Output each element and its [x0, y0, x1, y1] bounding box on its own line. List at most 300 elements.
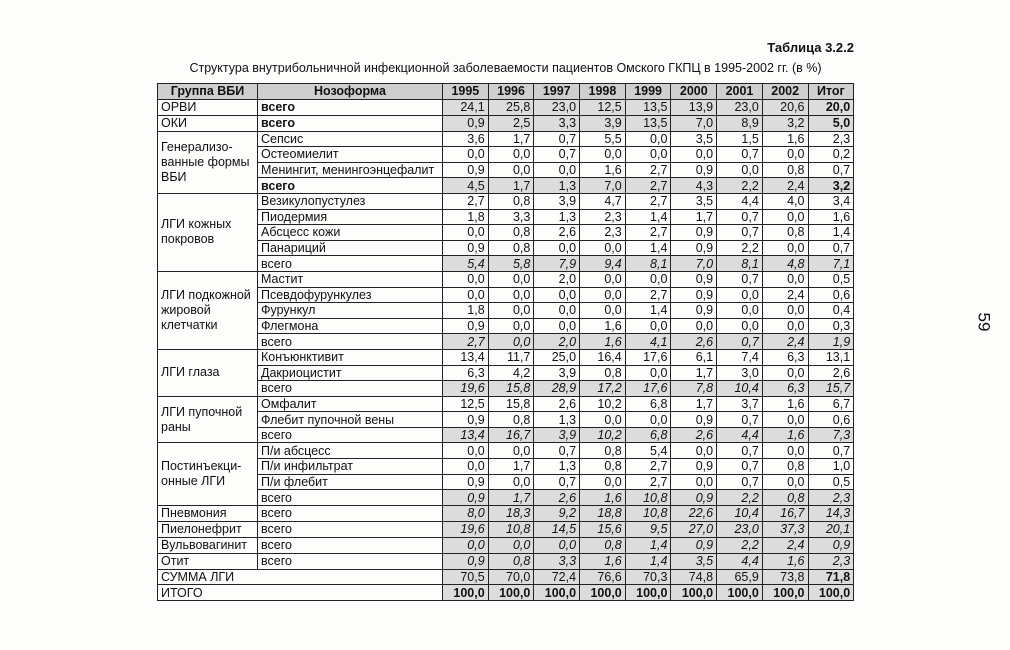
- value-cell: 0,0: [580, 412, 626, 428]
- value-cell: 0,8: [488, 193, 534, 209]
- total-value-cell: 1,6: [808, 209, 854, 225]
- value-cell: 100,0: [717, 585, 763, 601]
- table-row-total: [158, 505, 854, 521]
- nosoform-cell: всего: [258, 381, 443, 397]
- value-cell: 9,5: [625, 521, 671, 537]
- summary-label: СУММА ЛГИ: [158, 569, 443, 585]
- value-cell: 0,8: [488, 553, 534, 569]
- value-cell: 0,9: [671, 287, 717, 303]
- value-cell: 0,9: [671, 271, 717, 287]
- value-cell: 0,7: [534, 131, 580, 147]
- total-value-cell: 13,1: [808, 349, 854, 365]
- value-cell: 1,8: [443, 209, 489, 225]
- value-cell: 3,2: [762, 115, 808, 131]
- value-cell: 13,5: [625, 99, 671, 115]
- nosoform-cell: Дакриоцистит: [258, 365, 443, 381]
- value-cell: 1,7: [488, 178, 534, 194]
- value-cell: 0,0: [625, 131, 671, 147]
- value-cell: 0,0: [580, 147, 626, 163]
- value-cell: 2,7: [625, 162, 671, 178]
- table-row: [158, 271, 854, 287]
- value-cell: 8,9: [717, 115, 763, 131]
- value-cell: 16,7: [762, 505, 808, 521]
- value-cell: 12,5: [443, 396, 489, 412]
- value-cell: 2,7: [625, 225, 671, 241]
- value-cell: 6,3: [762, 349, 808, 365]
- value-cell: 0,0: [534, 287, 580, 303]
- value-cell: 12,5: [580, 99, 626, 115]
- value-cell: 1,6: [762, 396, 808, 412]
- header-year: 2000: [671, 84, 717, 100]
- value-cell: 2,4: [762, 287, 808, 303]
- value-cell: 7,0: [580, 178, 626, 194]
- value-cell: 1,7: [488, 490, 534, 506]
- value-cell: 0,8: [762, 459, 808, 475]
- value-cell: 0,0: [762, 240, 808, 256]
- value-cell: 8,0: [443, 505, 489, 521]
- value-cell: 2,7: [443, 334, 489, 350]
- nosoform-cell: всего: [258, 521, 443, 537]
- value-cell: 2,3: [580, 209, 626, 225]
- value-cell: 0,0: [580, 474, 626, 490]
- nosoform-cell: Пиодермия: [258, 209, 443, 225]
- value-cell: 70,0: [488, 569, 534, 585]
- value-cell: 18,8: [580, 505, 626, 521]
- header-year: 1996: [488, 84, 534, 100]
- total-value-cell: 0,6: [808, 412, 854, 428]
- value-cell: 2,6: [534, 396, 580, 412]
- value-cell: 0,0: [443, 443, 489, 459]
- table-body: [158, 99, 854, 600]
- value-cell: 0,8: [762, 490, 808, 506]
- summary-label: ИТОГО: [158, 585, 443, 601]
- value-cell: 7,0: [671, 256, 717, 272]
- value-cell: 2,2: [717, 537, 763, 553]
- value-cell: 0,7: [717, 334, 763, 350]
- value-cell: 0,7: [717, 443, 763, 459]
- value-cell: 0,0: [625, 271, 671, 287]
- value-cell: 0,0: [762, 209, 808, 225]
- value-cell: 0,9: [671, 162, 717, 178]
- value-cell: 0,8: [488, 240, 534, 256]
- value-cell: 0,0: [488, 287, 534, 303]
- table-row: [158, 396, 854, 412]
- nosoform-cell: Панариций: [258, 240, 443, 256]
- value-cell: 19,6: [443, 381, 489, 397]
- header-group: Группа ВБИ: [158, 84, 258, 100]
- header-total: Итог: [808, 84, 854, 100]
- value-cell: 2,7: [625, 474, 671, 490]
- value-cell: 13,4: [443, 427, 489, 443]
- value-cell: 3,3: [488, 209, 534, 225]
- value-cell: 0,0: [443, 459, 489, 475]
- nosoform-cell: всего: [258, 427, 443, 443]
- group-cell: ЛГИ глаза: [158, 349, 258, 396]
- value-cell: 0,0: [488, 162, 534, 178]
- nosoform-cell: всего: [258, 99, 443, 115]
- value-cell: 6,3: [443, 365, 489, 381]
- group-cell: ЛГИ кожных покровов: [158, 193, 258, 271]
- group-cell: ЛГИ пупочной раны: [158, 396, 258, 443]
- nosoform-cell: Конъюнктивит: [258, 349, 443, 365]
- value-cell: 15,8: [488, 381, 534, 397]
- table-row-total: [158, 115, 854, 131]
- value-cell: 3,7: [717, 396, 763, 412]
- total-value-cell: 0,7: [808, 443, 854, 459]
- value-cell: 3,9: [534, 193, 580, 209]
- value-cell: 10,4: [717, 381, 763, 397]
- value-cell: 0,8: [488, 412, 534, 428]
- value-cell: 0,9: [671, 412, 717, 428]
- value-cell: 1,5: [717, 131, 763, 147]
- value-cell: 100,0: [488, 585, 534, 601]
- nosoform-cell: всего: [258, 256, 443, 272]
- value-cell: 1,6: [762, 131, 808, 147]
- total-value-cell: 71,8: [808, 569, 854, 585]
- value-cell: 0,0: [534, 240, 580, 256]
- value-cell: 0,0: [534, 318, 580, 334]
- value-cell: 0,0: [625, 412, 671, 428]
- value-cell: 0,9: [443, 318, 489, 334]
- value-cell: 0,7: [717, 474, 763, 490]
- value-cell: 4,4: [717, 553, 763, 569]
- value-cell: 4,2: [488, 365, 534, 381]
- value-cell: 0,0: [762, 303, 808, 319]
- value-cell: 2,5: [488, 115, 534, 131]
- total-value-cell: 0,6: [808, 287, 854, 303]
- value-cell: 0,9: [443, 162, 489, 178]
- value-cell: 3,5: [671, 193, 717, 209]
- table-row: [158, 474, 854, 490]
- table-row-total: [158, 256, 854, 272]
- total-value-cell: 15,7: [808, 381, 854, 397]
- value-cell: 15,6: [580, 521, 626, 537]
- value-cell: 0,0: [580, 303, 626, 319]
- value-cell: 8,1: [625, 256, 671, 272]
- nosoform-cell: всего: [258, 553, 443, 569]
- nosoform-cell: Остеомиелит: [258, 147, 443, 163]
- total-value-cell: 0,3: [808, 318, 854, 334]
- nosoform-cell: всего: [258, 490, 443, 506]
- value-cell: 2,0: [534, 334, 580, 350]
- value-cell: 0,8: [580, 365, 626, 381]
- value-cell: 74,8: [671, 569, 717, 585]
- value-cell: 0,0: [625, 365, 671, 381]
- value-cell: 0,0: [534, 162, 580, 178]
- value-cell: 20,6: [762, 99, 808, 115]
- nosoform-cell: Псевдофурункулез: [258, 287, 443, 303]
- value-cell: 10,4: [717, 505, 763, 521]
- nosoform-cell: всего: [258, 178, 443, 194]
- table-label: Таблица 3.2.2: [767, 40, 854, 55]
- value-cell: 0,8: [762, 225, 808, 241]
- value-cell: 1,3: [534, 209, 580, 225]
- value-cell: 0,7: [717, 209, 763, 225]
- value-cell: 0,0: [488, 303, 534, 319]
- value-cell: 4,7: [580, 193, 626, 209]
- nosoform-cell: Флебит пупочной вены: [258, 412, 443, 428]
- value-cell: 73,8: [762, 569, 808, 585]
- value-cell: 10,8: [625, 505, 671, 521]
- value-cell: 0,0: [488, 334, 534, 350]
- value-cell: 65,9: [717, 569, 763, 585]
- value-cell: 13,4: [443, 349, 489, 365]
- value-cell: 1,4: [625, 537, 671, 553]
- grand-total-row: [158, 585, 854, 601]
- value-cell: 1,6: [762, 553, 808, 569]
- value-cell: 0,0: [488, 537, 534, 553]
- value-cell: 0,0: [580, 271, 626, 287]
- value-cell: 6,8: [625, 427, 671, 443]
- table-row: [158, 349, 854, 365]
- value-cell: 1,3: [534, 459, 580, 475]
- value-cell: 72,4: [534, 569, 580, 585]
- group-cell: ЛГИ подкожной жировой клетчатки: [158, 271, 258, 349]
- header-year: 1998: [580, 84, 626, 100]
- value-cell: 16,4: [580, 349, 626, 365]
- total-value-cell: 2,6: [808, 365, 854, 381]
- value-cell: 23,0: [717, 99, 763, 115]
- table-row: [158, 193, 854, 209]
- value-cell: 0,0: [671, 147, 717, 163]
- total-value-cell: 1,9: [808, 334, 854, 350]
- value-cell: 1,7: [671, 209, 717, 225]
- value-cell: 4,1: [625, 334, 671, 350]
- value-cell: 10,8: [625, 490, 671, 506]
- table-row-total: [158, 334, 854, 350]
- value-cell: 7,0: [671, 115, 717, 131]
- value-cell: 23,0: [717, 521, 763, 537]
- table-row: [158, 443, 854, 459]
- value-cell: 70,3: [625, 569, 671, 585]
- value-cell: 14,5: [534, 521, 580, 537]
- total-value-cell: 3,2: [808, 178, 854, 194]
- value-cell: 5,4: [625, 443, 671, 459]
- value-cell: 1,7: [671, 396, 717, 412]
- value-cell: 0,9: [443, 115, 489, 131]
- value-cell: 1,4: [625, 240, 671, 256]
- value-cell: 0,0: [762, 147, 808, 163]
- value-cell: 0,7: [534, 474, 580, 490]
- value-cell: 1,3: [534, 412, 580, 428]
- value-cell: 24,1: [443, 99, 489, 115]
- value-cell: 1,7: [488, 459, 534, 475]
- value-cell: 100,0: [534, 585, 580, 601]
- value-cell: 3,0: [717, 365, 763, 381]
- value-cell: 0,0: [488, 147, 534, 163]
- value-cell: 2,7: [443, 193, 489, 209]
- nosoform-cell: Мастит: [258, 271, 443, 287]
- value-cell: 9,4: [580, 256, 626, 272]
- nosoform-cell: Везикулопустулез: [258, 193, 443, 209]
- total-value-cell: 1,0: [808, 459, 854, 475]
- value-cell: 0,9: [443, 474, 489, 490]
- table-row-total: [158, 99, 854, 115]
- total-value-cell: 20,0: [808, 99, 854, 115]
- value-cell: 1,4: [625, 209, 671, 225]
- total-value-cell: 0,7: [808, 240, 854, 256]
- value-cell: 17,2: [580, 381, 626, 397]
- total-value-cell: 0,9: [808, 537, 854, 553]
- total-value-cell: 2,3: [808, 490, 854, 506]
- total-value-cell: 2,3: [808, 131, 854, 147]
- nosoform-cell: всего: [258, 537, 443, 553]
- total-value-cell: 0,5: [808, 271, 854, 287]
- value-cell: 100,0: [671, 585, 717, 601]
- value-cell: 1,4: [625, 553, 671, 569]
- value-cell: 0,7: [717, 271, 763, 287]
- table-row-total: [158, 381, 854, 397]
- total-value-cell: 6,7: [808, 396, 854, 412]
- value-cell: 0,0: [580, 240, 626, 256]
- value-cell: 0,8: [580, 459, 626, 475]
- value-cell: 0,0: [762, 318, 808, 334]
- value-cell: 3,9: [534, 427, 580, 443]
- value-cell: 18,3: [488, 505, 534, 521]
- value-cell: 4,0: [762, 193, 808, 209]
- value-cell: 1,7: [488, 131, 534, 147]
- value-cell: 1,6: [580, 334, 626, 350]
- value-cell: 10,8: [488, 521, 534, 537]
- value-cell: 2,7: [625, 287, 671, 303]
- value-cell: 70,5: [443, 569, 489, 585]
- value-cell: 4,4: [717, 427, 763, 443]
- value-cell: 0,7: [717, 412, 763, 428]
- value-cell: 16,7: [488, 427, 534, 443]
- value-cell: 0,0: [580, 287, 626, 303]
- value-cell: 37,3: [762, 521, 808, 537]
- value-cell: 0,0: [762, 271, 808, 287]
- table-row: [158, 225, 854, 241]
- value-cell: 0,7: [717, 459, 763, 475]
- value-cell: 2,2: [717, 178, 763, 194]
- nosoform-cell: Фурункул: [258, 303, 443, 319]
- infection-structure-table: [157, 83, 854, 601]
- value-cell: 2,7: [625, 178, 671, 194]
- value-cell: 3,3: [534, 115, 580, 131]
- total-value-cell: 0,7: [808, 162, 854, 178]
- total-value-cell: 7,3: [808, 427, 854, 443]
- value-cell: 17,6: [625, 349, 671, 365]
- total-value-cell: 5,0: [808, 115, 854, 131]
- value-cell: 0,0: [488, 474, 534, 490]
- table-row: [158, 365, 854, 381]
- value-cell: 2,3: [580, 225, 626, 241]
- value-cell: 0,0: [488, 443, 534, 459]
- value-cell: 7,4: [717, 349, 763, 365]
- value-cell: 0,0: [443, 537, 489, 553]
- value-cell: 13,5: [625, 115, 671, 131]
- value-cell: 0,0: [717, 303, 763, 319]
- table-row: [158, 162, 854, 178]
- value-cell: 1,7: [671, 365, 717, 381]
- table-row: [158, 412, 854, 428]
- value-cell: 0,0: [717, 318, 763, 334]
- value-cell: 0,8: [488, 225, 534, 241]
- value-cell: 0,7: [534, 443, 580, 459]
- value-cell: 100,0: [762, 585, 808, 601]
- value-cell: 10,2: [580, 427, 626, 443]
- value-cell: 5,5: [580, 131, 626, 147]
- table-row: [158, 459, 854, 475]
- value-cell: 0,8: [580, 537, 626, 553]
- total-value-cell: 0,4: [808, 303, 854, 319]
- value-cell: 4,4: [717, 193, 763, 209]
- table-row: [158, 240, 854, 256]
- value-cell: 2,4: [762, 178, 808, 194]
- value-cell: 1,8: [443, 303, 489, 319]
- value-cell: 11,7: [488, 349, 534, 365]
- value-cell: 0,0: [717, 162, 763, 178]
- value-cell: 0,0: [534, 537, 580, 553]
- group-cell: Вульвовагинит: [158, 537, 258, 553]
- value-cell: 2,6: [671, 334, 717, 350]
- group-cell: ОКИ: [158, 115, 258, 131]
- nosoform-cell: Сепсис: [258, 131, 443, 147]
- value-cell: 1,6: [580, 162, 626, 178]
- group-cell: Отит: [158, 553, 258, 569]
- value-cell: 3,5: [671, 131, 717, 147]
- value-cell: 2,0: [534, 271, 580, 287]
- value-cell: 0,0: [762, 474, 808, 490]
- nosoform-cell: всего: [258, 115, 443, 131]
- nosoform-cell: Омфалит: [258, 396, 443, 412]
- total-value-cell: 7,1: [808, 256, 854, 272]
- value-cell: 9,2: [534, 505, 580, 521]
- header-year: 2002: [762, 84, 808, 100]
- value-cell: 17,6: [625, 381, 671, 397]
- value-cell: 0,9: [443, 553, 489, 569]
- table-row: [158, 318, 854, 334]
- value-cell: 0,7: [717, 225, 763, 241]
- header-row: [158, 84, 854, 100]
- value-cell: 25,8: [488, 99, 534, 115]
- value-cell: 0,0: [717, 287, 763, 303]
- value-cell: 3,5: [671, 553, 717, 569]
- value-cell: 6,3: [762, 381, 808, 397]
- value-cell: 3,3: [534, 553, 580, 569]
- total-value-cell: 0,5: [808, 474, 854, 490]
- value-cell: 3,6: [443, 131, 489, 147]
- value-cell: 0,8: [762, 162, 808, 178]
- nosoform-cell: П/и абсцесс: [258, 443, 443, 459]
- value-cell: 2,6: [671, 427, 717, 443]
- value-cell: 0,9: [443, 490, 489, 506]
- table-row-total: [158, 490, 854, 506]
- value-cell: 2,7: [625, 459, 671, 475]
- table-row-total: [158, 427, 854, 443]
- value-cell: 100,0: [625, 585, 671, 601]
- nosoform-cell: П/и инфильтрат: [258, 459, 443, 475]
- value-cell: 2,4: [762, 537, 808, 553]
- value-cell: 2,2: [717, 490, 763, 506]
- value-cell: 100,0: [443, 585, 489, 601]
- value-cell: 25,0: [534, 349, 580, 365]
- header-year: 1995: [443, 84, 489, 100]
- value-cell: 1,6: [580, 490, 626, 506]
- value-cell: 27,0: [671, 521, 717, 537]
- nosoform-cell: всего: [258, 334, 443, 350]
- group-cell: Пиелонефрит: [158, 521, 258, 537]
- value-cell: 4,5: [443, 178, 489, 194]
- value-cell: 0,9: [671, 303, 717, 319]
- table-row: [158, 147, 854, 163]
- table-row: [158, 131, 854, 147]
- nosoform-cell: П/и флебит: [258, 474, 443, 490]
- group-cell: Постинъекци-онные ЛГИ: [158, 443, 258, 505]
- value-cell: 1,3: [534, 178, 580, 194]
- value-cell: 2,2: [717, 240, 763, 256]
